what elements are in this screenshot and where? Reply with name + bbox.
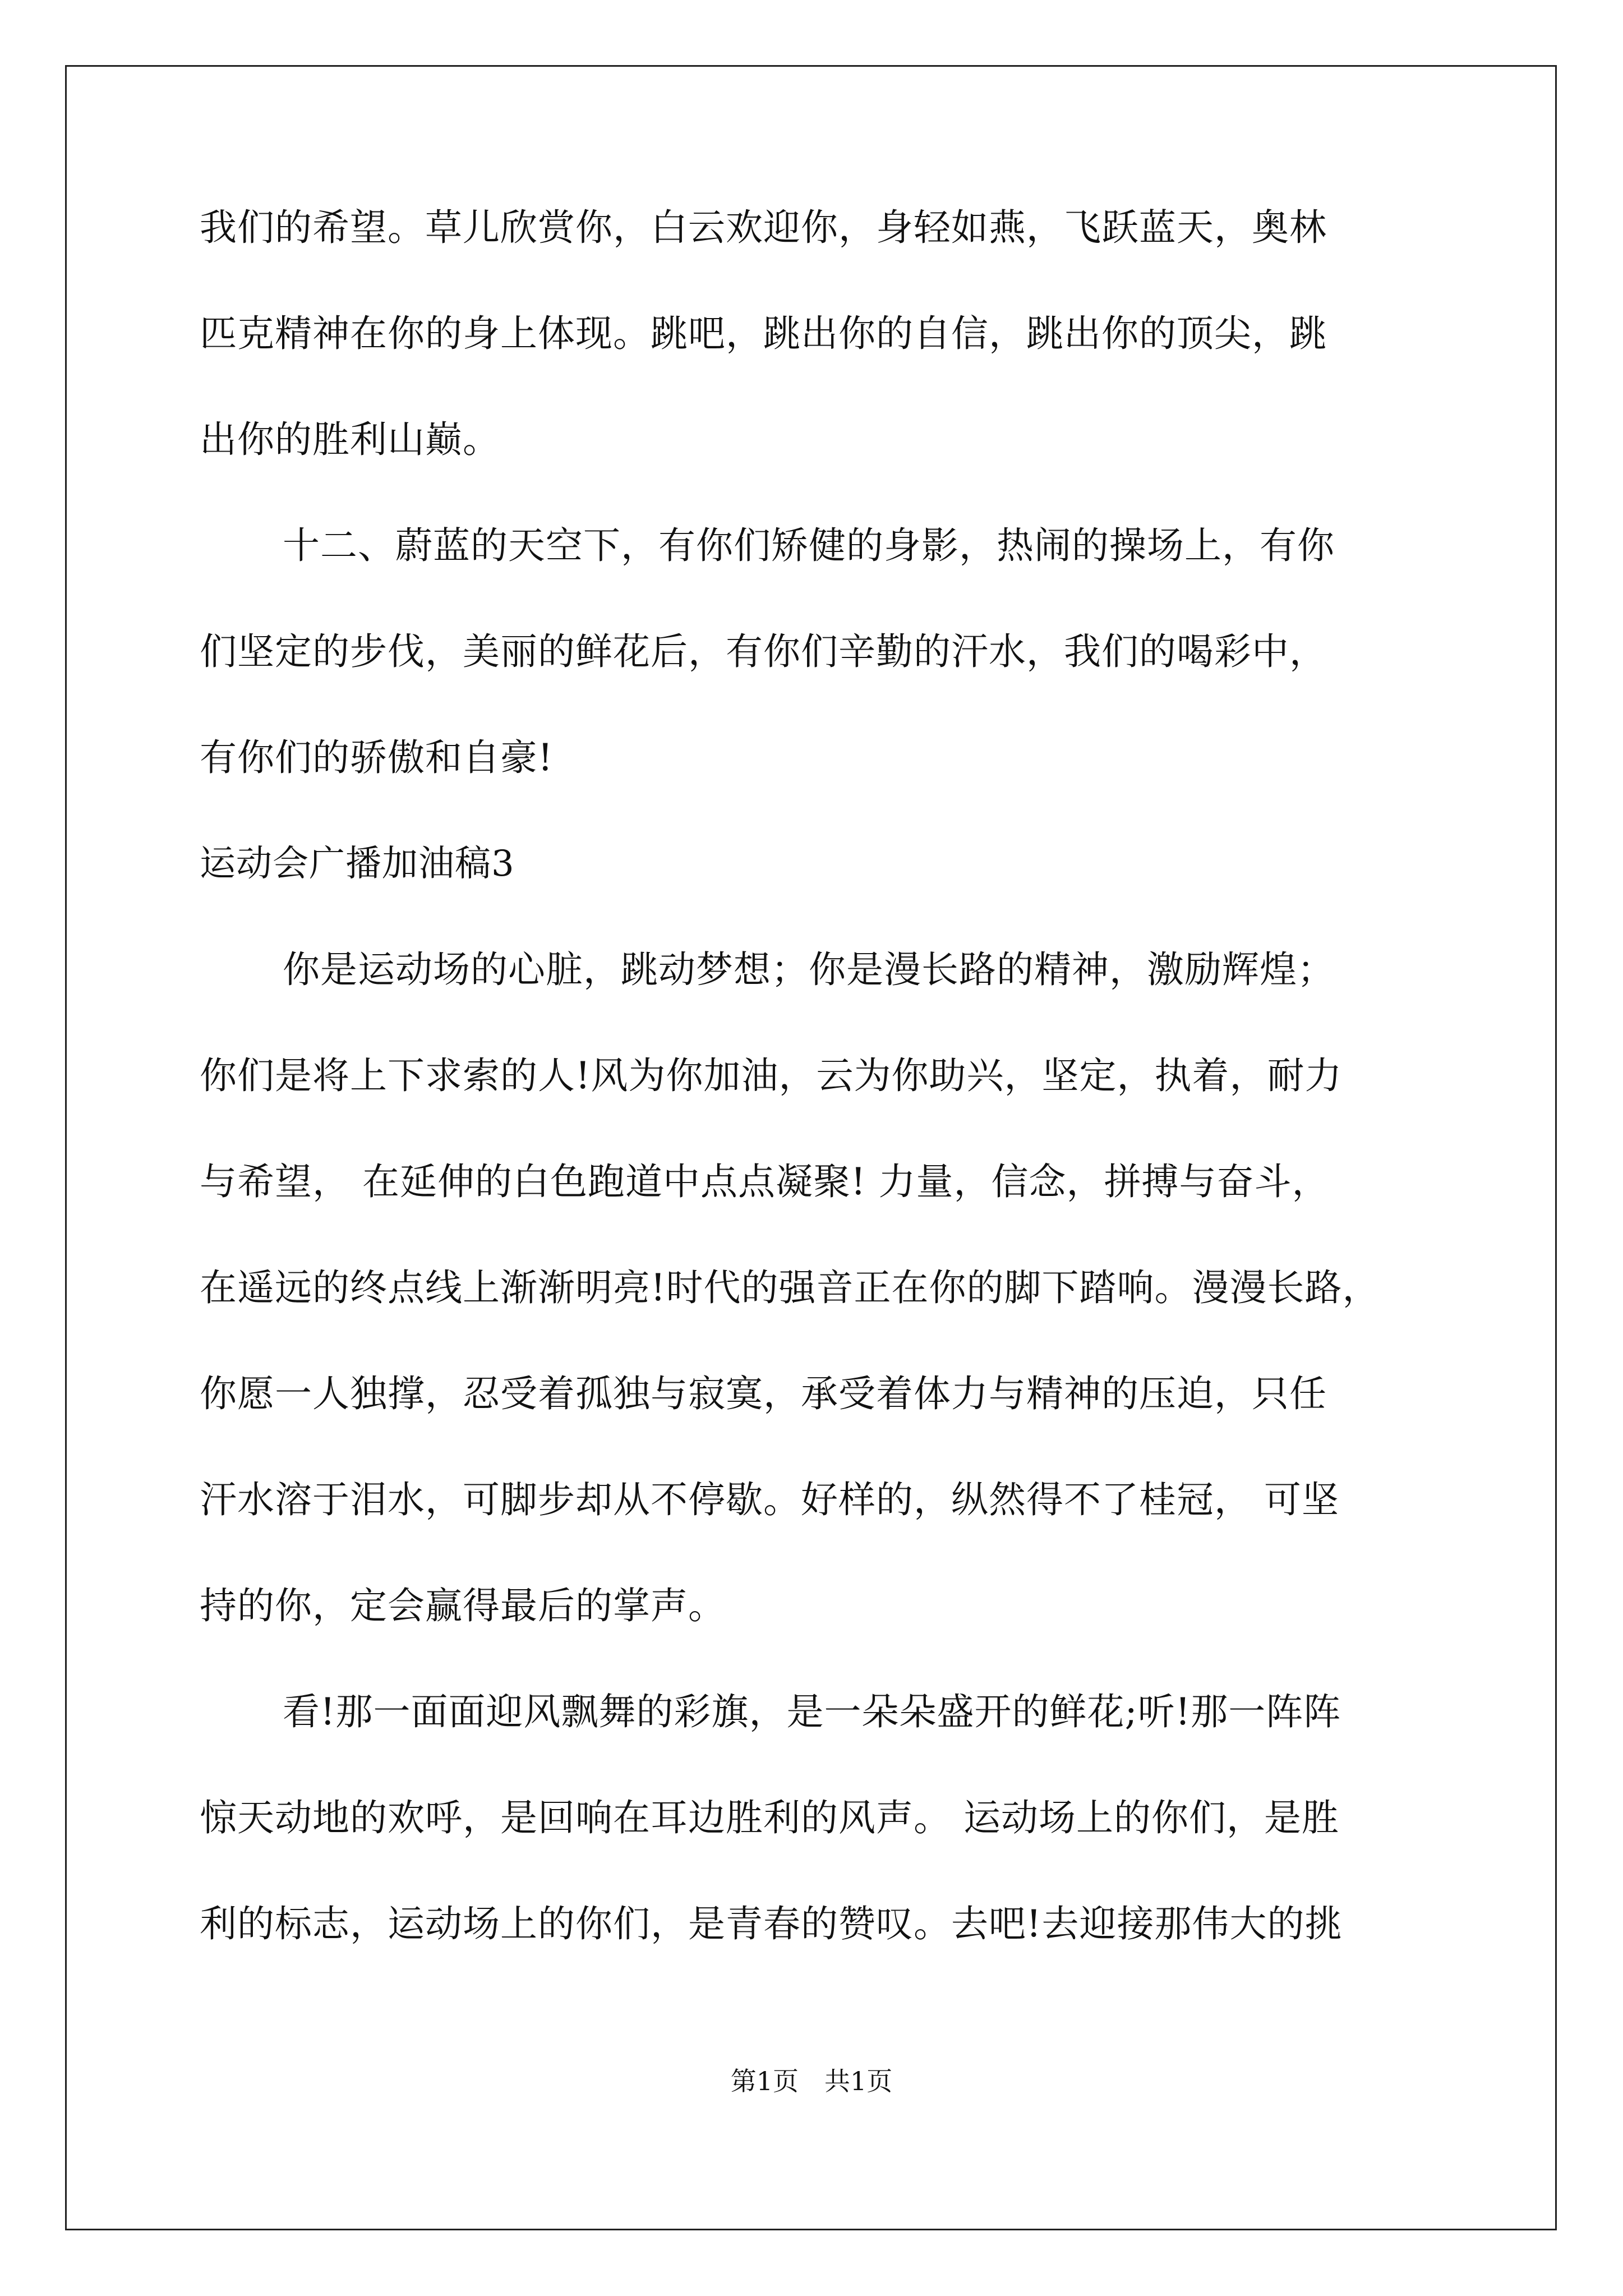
paragraph-start-line: 你是运动场的心脏，跳动梦想；你是漫长路的精神，激励辉煌； (283, 948, 1335, 991)
text-line: 持的你，定会赢得最后的掌声。 (200, 1584, 726, 1627)
page-number-footer: 第1页 共1页 (730, 2066, 893, 2096)
text-line: 在遥远的终点线上渐渐明亮!时代的强音正在你的脚下踏响。漫漫长路， (200, 1266, 1380, 1309)
document-body (200, 202, 1467, 2004)
text-line: 出你的胜利山巅。 (200, 418, 500, 461)
text-line: 们坚定的步伐，美丽的鲜花后，有你们辛勤的汗水，我们的喝彩中， (200, 630, 1327, 673)
section-heading: 运动会广播加油稿3 (200, 843, 515, 885)
text-line: 与希望， 在延伸的白色跑道中点点凝聚! 力量，信念，拼搏与奋斗， (200, 1160, 1330, 1203)
text-line: 利的标志，运动场上的你们，是青春的赞叹。去吧!去迎接那伟大的挑 (200, 1902, 1343, 1945)
text-line: 惊天动地的欢呼，是回响在耳边胜利的风声。 运动场上的你们，是胜 (200, 1796, 1339, 1839)
paragraph-start-line: 十二、蔚蓝的天空下，有你们矫健的身影，热闹的操场上，有你 (283, 524, 1335, 567)
text-line: 我们的希望。草儿欣赏你，白云欢迎你，身轻如燕，飞跃蓝天，奥林 (200, 206, 1327, 249)
text-line: 你愿一人独撑，忍受着孤独与寂寞，承受着体力与精神的压迫，只任 (200, 1372, 1327, 1415)
text-line: 有你们的骄傲和自豪! (200, 736, 554, 779)
text-line: 汗水溶于泪水，可脚步却从不停歇。好样的，纵然得不了桂冠， 可坚 (200, 1478, 1339, 1521)
paragraph-start-line: 看!那一面面迎风飘舞的彩旗，是一朵朵盛开的鲜花;听!那一阵阵 (283, 1690, 1341, 1733)
text-line: 你们是将上下求索的人!风为你加油，云为你助兴，坚定，执着，耐力 (200, 1054, 1343, 1097)
text-line: 匹克精神在你的身上体现。跳吧，跳出你的自信，跳出你的顶尖，跳 (200, 312, 1327, 355)
